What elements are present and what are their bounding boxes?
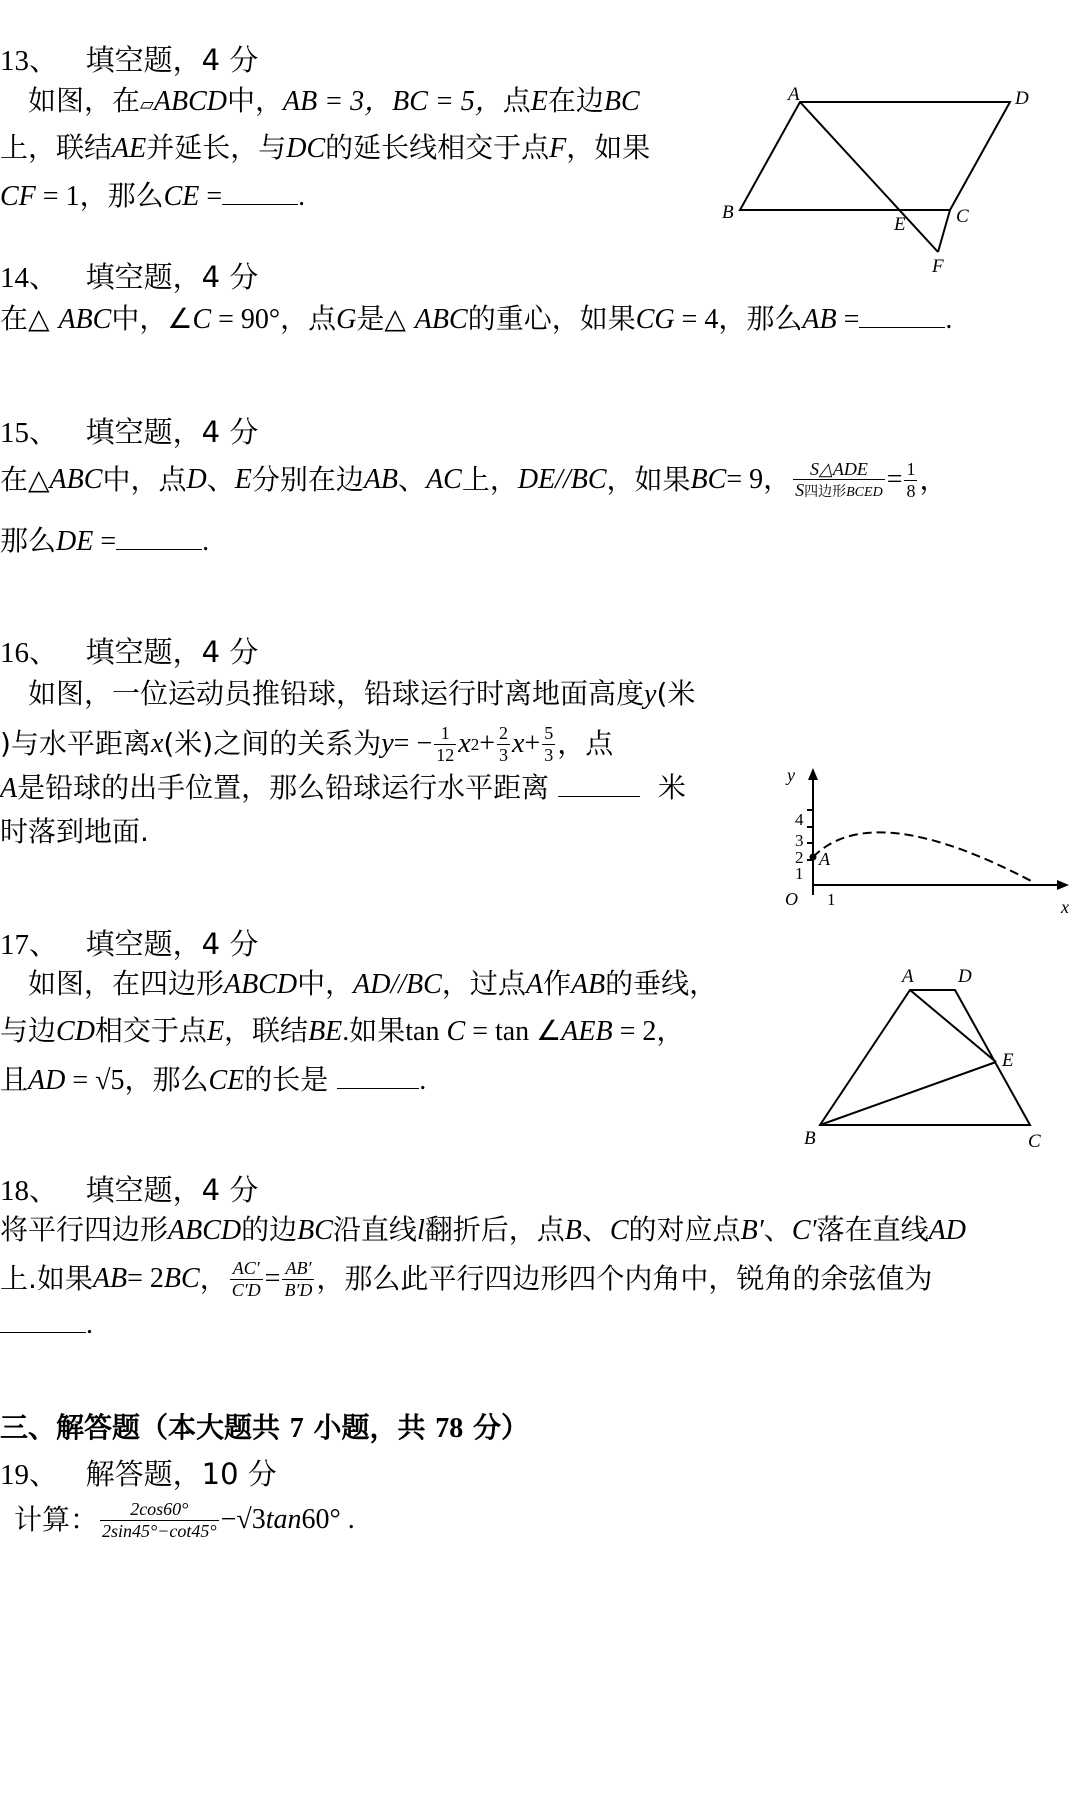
text: ，联结 bbox=[224, 1014, 309, 1047]
math: CE bbox=[208, 1065, 245, 1096]
point-a-label: A bbox=[819, 849, 830, 869]
text: . bbox=[419, 1065, 427, 1096]
text: )与水平距离 bbox=[0, 727, 151, 760]
text: = bbox=[836, 304, 860, 335]
text: ， bbox=[919, 463, 948, 496]
text: ，如果 bbox=[566, 131, 651, 164]
q14-line1 bbox=[0, 303, 952, 334]
fraction-denominator: 3 bbox=[499, 744, 508, 765]
text: = bbox=[199, 181, 223, 212]
text: 相交于点 bbox=[94, 1014, 207, 1047]
text: 小题，共 bbox=[303, 1411, 436, 1444]
math: C bbox=[446, 1016, 466, 1047]
text: 如图，在四边形 bbox=[28, 967, 225, 1000]
q16-header bbox=[0, 630, 258, 671]
math: AD//BC bbox=[353, 969, 442, 1000]
q19-line1 bbox=[14, 1490, 355, 1550]
text: 如图，一位运动员推铅球，铅球运行时离地面高度 bbox=[28, 677, 645, 710]
text: = 2， bbox=[612, 1016, 685, 1047]
text: 上.如果 bbox=[0, 1262, 93, 1295]
text: = bbox=[264, 1263, 281, 1294]
math: ABC bbox=[58, 304, 112, 335]
label-e: E bbox=[1002, 1050, 1014, 1071]
q15-header bbox=[0, 410, 258, 451]
fraction-numerator: 2 bbox=[499, 722, 508, 743]
text: 将平行四边形 bbox=[0, 1213, 169, 1246]
q17-trapezoid-figure bbox=[790, 960, 1060, 1165]
text: 的对应点 bbox=[628, 1213, 741, 1246]
q16-line4 bbox=[0, 815, 149, 848]
q16-type: 填空题，4 分 bbox=[85, 635, 259, 669]
text: 是铅球的出手位置，那么铅球运行水平距离 bbox=[17, 771, 550, 804]
text: . bbox=[202, 526, 210, 557]
math: D bbox=[186, 464, 207, 495]
math: AC bbox=[426, 464, 462, 495]
q19-type: 解答题，10 分 bbox=[85, 1457, 277, 1491]
text: 的长是 bbox=[244, 1063, 329, 1096]
text: . bbox=[945, 304, 953, 335]
text: 落在直线 bbox=[816, 1213, 929, 1246]
text: ，点 bbox=[557, 727, 614, 760]
math: AEB bbox=[561, 1016, 613, 1047]
x-axis-label: x bbox=[1061, 897, 1069, 917]
q18-line3 bbox=[0, 1308, 93, 1339]
q18-number: 18、 bbox=[0, 1175, 59, 1207]
math: BCED bbox=[846, 485, 883, 501]
fraction-denominator: 12 bbox=[436, 744, 455, 765]
y-axis-label: y bbox=[787, 765, 795, 785]
math: C′ bbox=[791, 1215, 817, 1246]
math: G bbox=[336, 304, 357, 335]
fraction-numerator: AC′ bbox=[230, 1258, 263, 1280]
math: CG bbox=[635, 304, 675, 335]
text: . bbox=[298, 181, 306, 212]
shot-trajectory-curve bbox=[813, 832, 1035, 883]
text: 中， bbox=[226, 84, 283, 117]
text: 上， bbox=[461, 463, 518, 496]
math: x bbox=[458, 728, 471, 759]
q13-header bbox=[0, 38, 258, 79]
fraction-numerator: 2cos60° bbox=[100, 1499, 219, 1521]
math: A bbox=[0, 773, 18, 804]
y-axis-arrow bbox=[808, 768, 818, 780]
fraction bbox=[497, 723, 510, 765]
q13-type: 填空题，4 分 bbox=[85, 43, 259, 77]
label-d: D bbox=[1015, 88, 1029, 109]
math: y bbox=[644, 679, 657, 710]
text: 作 bbox=[542, 967, 571, 1000]
fraction-numerator: 5 bbox=[544, 722, 554, 743]
q16-line2 bbox=[0, 716, 613, 772]
text: 时落到地面. bbox=[0, 815, 149, 848]
q16-line1 bbox=[28, 677, 696, 710]
label-b: B bbox=[722, 202, 734, 223]
text: + bbox=[524, 728, 541, 759]
math: S bbox=[795, 480, 805, 501]
q15-line2 bbox=[0, 525, 209, 556]
text: 分） bbox=[463, 1411, 529, 1444]
math: DE//BC bbox=[517, 464, 607, 495]
math: CF bbox=[0, 181, 36, 212]
q17-line1 bbox=[28, 967, 718, 1000]
text: + bbox=[479, 728, 495, 759]
q19-number: 19、 bbox=[0, 1459, 59, 1491]
q13-parallelogram-figure bbox=[720, 80, 1050, 280]
text: = bbox=[93, 526, 117, 557]
answer-blank[interactable] bbox=[0, 1308, 86, 1333]
text: 、 bbox=[398, 463, 427, 496]
math: AB bbox=[570, 969, 606, 1000]
label-c: C bbox=[956, 206, 969, 227]
text: 在边 bbox=[547, 84, 604, 117]
text: 的垂线， bbox=[605, 967, 718, 1000]
fraction-numerator: S△ADE bbox=[793, 459, 885, 481]
text: 分别在边 bbox=[251, 463, 364, 496]
math: ABC bbox=[49, 464, 103, 495]
math: C bbox=[192, 304, 212, 335]
fraction-denominator: 2sin45°−cot45° bbox=[102, 1520, 217, 1541]
q13-line1 bbox=[28, 84, 640, 117]
math: BC bbox=[297, 1215, 333, 1246]
fraction-numerator: AB′ bbox=[282, 1258, 314, 1280]
math: BC bbox=[690, 464, 727, 495]
text: ， bbox=[199, 1262, 228, 1295]
y-tick-1: 1 bbox=[795, 864, 804, 883]
text: 如图，在 bbox=[28, 84, 141, 117]
q17-header bbox=[0, 922, 258, 963]
text: 在△ bbox=[0, 463, 50, 496]
text: 60° . bbox=[301, 1504, 355, 1535]
q18-line2 bbox=[0, 1250, 932, 1308]
y-tick-3: 3 bbox=[795, 831, 804, 850]
x-axis-arrow bbox=[1057, 880, 1069, 890]
text: 是△ bbox=[356, 302, 415, 335]
fraction bbox=[282, 1258, 314, 1300]
q14-header bbox=[0, 255, 258, 296]
q17-line2 bbox=[0, 1014, 685, 1047]
answer-blank[interactable] bbox=[222, 180, 298, 205]
math: tan bbox=[265, 1504, 302, 1535]
label-c: C bbox=[1028, 1131, 1041, 1152]
fraction bbox=[434, 723, 456, 765]
text: . bbox=[86, 1309, 93, 1340]
text: 三、解答题（本大题共 bbox=[0, 1411, 290, 1444]
text: 计算： bbox=[14, 1503, 99, 1536]
label-a: A bbox=[902, 966, 914, 987]
math: A bbox=[525, 969, 543, 1000]
math: AB bbox=[802, 304, 837, 335]
text: ，如果 bbox=[606, 463, 691, 496]
label-a: A bbox=[788, 84, 800, 105]
text: = 90°，点 bbox=[211, 304, 337, 335]
q13-line2 bbox=[0, 131, 651, 164]
q19-header bbox=[0, 1452, 277, 1493]
fraction-denominator: 8 bbox=[906, 480, 916, 501]
label-e: E bbox=[894, 214, 906, 235]
math: ABCD bbox=[168, 1215, 242, 1246]
q13-number: 13、 bbox=[0, 45, 59, 77]
text: 中，点 bbox=[102, 463, 187, 496]
parallelogram-symbol: ▱ bbox=[140, 94, 154, 114]
fraction-numerator: 1 bbox=[906, 458, 916, 479]
math: E bbox=[206, 1016, 225, 1047]
text: = 4，那么 bbox=[674, 304, 803, 335]
text: ，那么此平行四边形四个内角中，锐角的余弦值为 bbox=[316, 1262, 933, 1295]
q18-type: 填空题，4 分 bbox=[85, 1173, 259, 1207]
q15-number: 15、 bbox=[0, 417, 59, 449]
math: AB bbox=[92, 1263, 128, 1294]
math: AB = 3，BC = 5， bbox=[282, 86, 503, 117]
fraction-denominator: B′D bbox=[284, 1279, 313, 1300]
fraction bbox=[100, 1499, 219, 1541]
math: AB bbox=[363, 464, 399, 495]
math: B′ bbox=[740, 1215, 764, 1246]
text: 、 bbox=[763, 1213, 792, 1246]
text: 点 bbox=[502, 84, 531, 117]
math: AD bbox=[928, 1215, 966, 1246]
math: F bbox=[549, 133, 567, 164]
y-tick-2: 2 bbox=[795, 848, 804, 867]
text: 并延长，与 bbox=[146, 131, 287, 164]
q16-trajectory-graph bbox=[775, 765, 1075, 940]
q16-line3 bbox=[0, 772, 686, 803]
x-tick-1: 1 bbox=[827, 890, 836, 909]
text: 且 bbox=[0, 1063, 29, 1096]
math: E bbox=[530, 86, 548, 117]
math: AE bbox=[112, 133, 147, 164]
text: 四边形 bbox=[804, 484, 847, 501]
q15-type: 填空题，4 分 bbox=[85, 415, 259, 449]
math: DC bbox=[286, 133, 326, 164]
text: = bbox=[886, 464, 903, 495]
text: (米)之间的关系为 bbox=[163, 727, 382, 760]
text: 、 bbox=[581, 1213, 610, 1246]
math: E bbox=[234, 464, 252, 495]
text: .如果tan bbox=[342, 1016, 447, 1047]
text: 、 bbox=[206, 463, 235, 496]
text: 的延长线相交于点 bbox=[325, 131, 550, 164]
math: y bbox=[381, 728, 394, 759]
fraction-denominator bbox=[793, 480, 885, 501]
q18-header bbox=[0, 1168, 258, 1209]
q17-type: 填空题，4 分 bbox=[85, 927, 259, 961]
text: = − bbox=[393, 728, 433, 759]
q13-line3 bbox=[0, 180, 305, 211]
text: √3 bbox=[236, 1504, 266, 1535]
math: AD bbox=[28, 1065, 66, 1096]
q17-number: 17、 bbox=[0, 929, 59, 961]
text: 78 bbox=[435, 1413, 464, 1444]
fraction bbox=[230, 1258, 263, 1300]
text: 与边 bbox=[0, 1014, 57, 1047]
area-ratio-fraction bbox=[793, 459, 885, 502]
label-f: F bbox=[932, 256, 944, 277]
text: 沿直线 bbox=[332, 1213, 417, 1246]
math: l bbox=[416, 1215, 425, 1246]
math: CD bbox=[56, 1016, 95, 1047]
math: ABCD bbox=[153, 86, 227, 117]
math: x bbox=[512, 728, 525, 759]
q14-type: 填空题，4 分 bbox=[85, 260, 259, 294]
fraction-denominator: C′D bbox=[231, 1279, 261, 1300]
text: 7 bbox=[289, 1413, 304, 1444]
q14-number: 14、 bbox=[0, 262, 59, 294]
text: = 1，那么 bbox=[35, 181, 164, 212]
q17-line3 bbox=[0, 1064, 426, 1095]
math: B bbox=[564, 1215, 582, 1246]
text: 的重心，如果 bbox=[467, 302, 636, 335]
answer-blank[interactable] bbox=[859, 303, 945, 328]
text: 中，∠ bbox=[111, 302, 193, 335]
math: C bbox=[609, 1215, 629, 1246]
text: − bbox=[220, 1504, 237, 1535]
q15-line1 bbox=[0, 448, 948, 512]
answer-blank[interactable] bbox=[116, 525, 202, 550]
text: ，过点 bbox=[441, 967, 526, 1000]
math: CE bbox=[163, 181, 200, 212]
text: 中， bbox=[297, 967, 354, 1000]
section-3-title bbox=[0, 1406, 529, 1446]
y-tick-4: 4 bbox=[795, 810, 804, 829]
math: x bbox=[150, 728, 164, 759]
exponent: 2 bbox=[470, 734, 480, 754]
q18-line1 bbox=[0, 1213, 966, 1246]
ratio-value-fraction bbox=[904, 459, 917, 501]
label-d: D bbox=[958, 966, 972, 987]
text: (米 bbox=[656, 677, 696, 710]
text: 的边 bbox=[241, 1213, 298, 1246]
text: 翻折后，点 bbox=[424, 1213, 565, 1246]
math: BC bbox=[603, 86, 640, 117]
fraction-denominator: 3 bbox=[544, 744, 554, 765]
math: BE bbox=[308, 1016, 343, 1047]
text: 米 bbox=[657, 771, 686, 804]
text: = √5，那么 bbox=[65, 1065, 209, 1096]
text: 那么 bbox=[0, 524, 57, 557]
math: DE bbox=[56, 526, 94, 557]
text: = tan ∠ bbox=[465, 1016, 562, 1047]
text: 上，联结 bbox=[0, 131, 113, 164]
fraction bbox=[542, 723, 555, 765]
answer-blank[interactable] bbox=[558, 772, 640, 797]
text: 在△ bbox=[0, 302, 59, 335]
label-b: B bbox=[804, 1128, 816, 1149]
text: = 9， bbox=[726, 464, 792, 495]
point-a bbox=[810, 854, 817, 861]
q16-number: 16、 bbox=[0, 637, 59, 669]
origin-label: O bbox=[785, 889, 798, 909]
math: ABC bbox=[414, 304, 468, 335]
answer-blank[interactable] bbox=[337, 1064, 419, 1089]
text: = 2 bbox=[127, 1263, 164, 1294]
math: ABCD bbox=[224, 969, 298, 1000]
fraction-numerator: 1 bbox=[434, 723, 456, 745]
math: BC bbox=[163, 1263, 200, 1294]
